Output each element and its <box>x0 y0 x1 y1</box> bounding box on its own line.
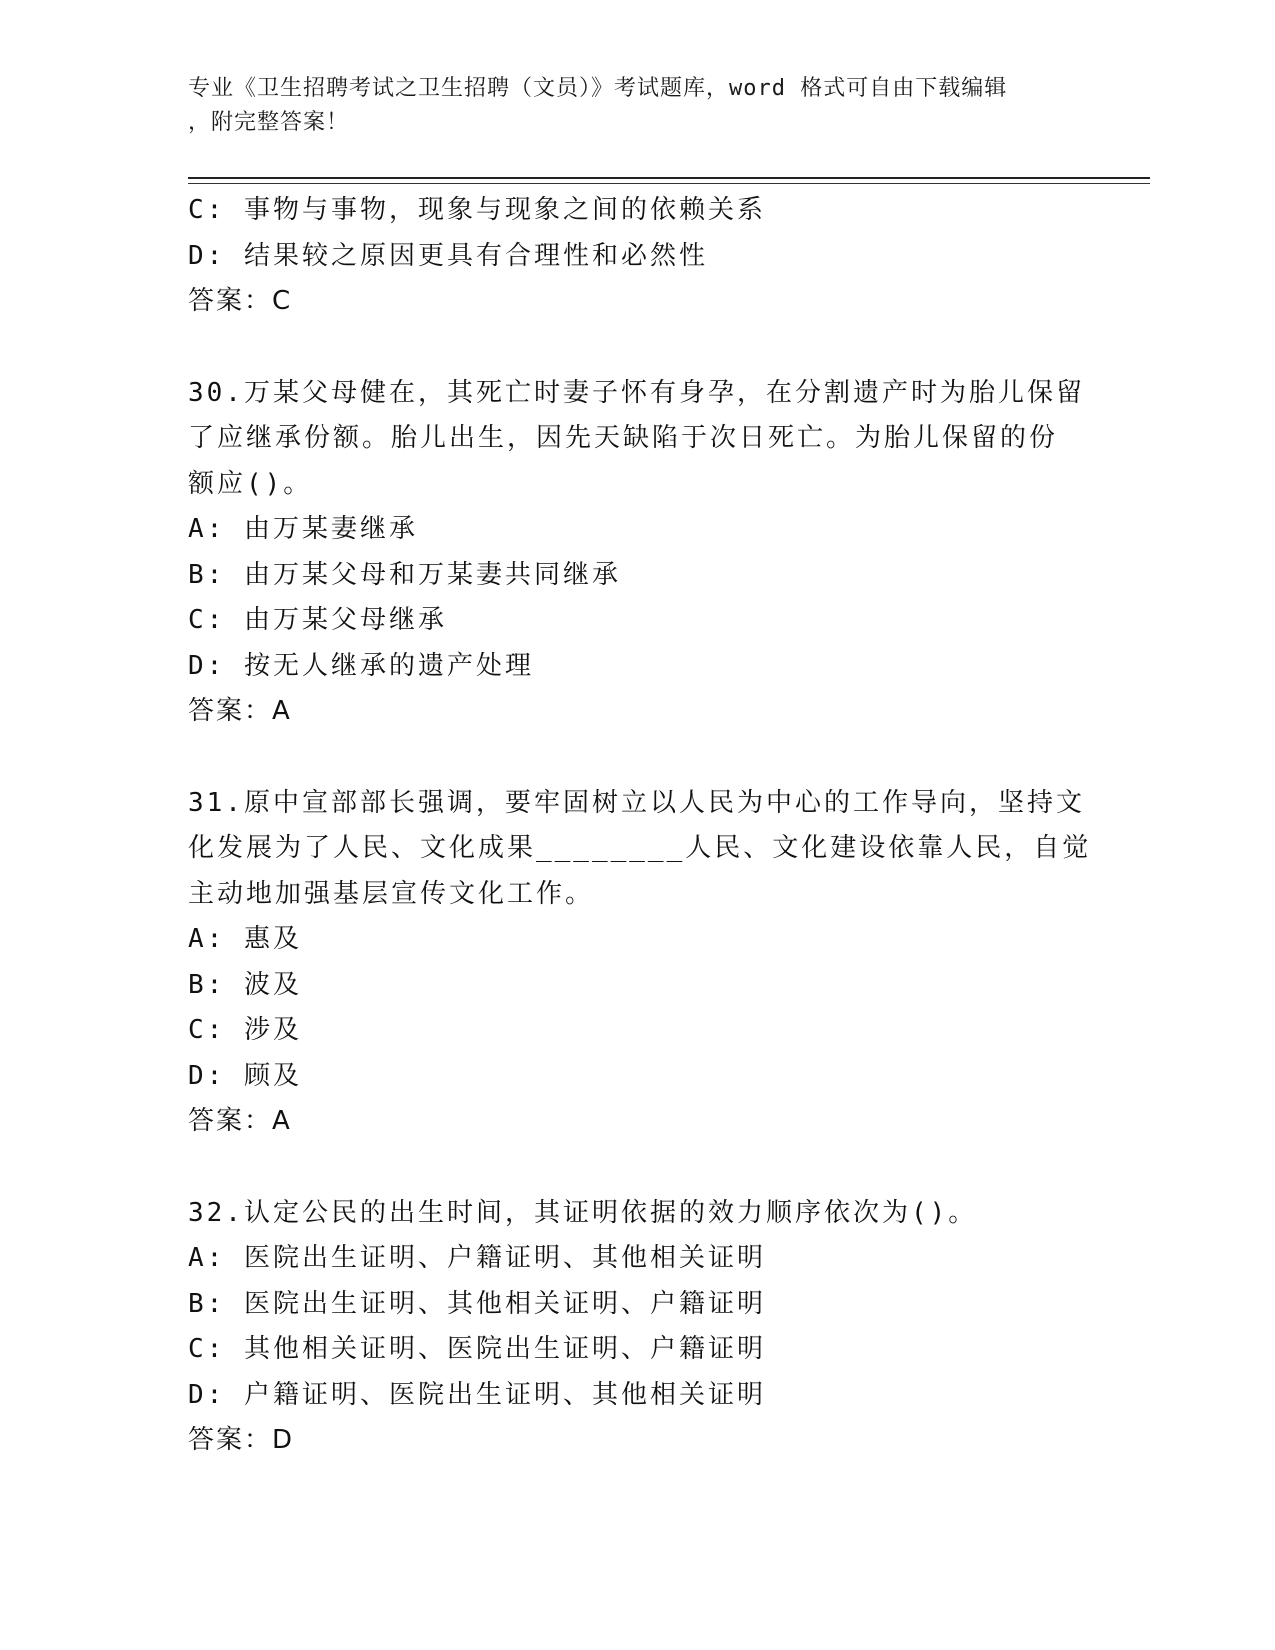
option-d: D: 顾及 <box>188 1060 302 1091</box>
question-list <box>188 188 1092 1464</box>
option-c: C: 事物与事物，现象与现象之间的依赖关系 <box>188 195 766 225</box>
option-b: B: 波及 <box>188 969 302 1000</box>
option-a: A: 医院出生证明、户籍证明、其他相关证明 <box>188 1243 766 1273</box>
spacer <box>188 735 1088 781</box>
spacer <box>188 1145 1088 1191</box>
header-line-1: 专业《卫生招聘考试之卫生招聘（文员）》考试题库，word 格式可自由下载编辑 <box>188 76 1008 101</box>
answer-line: 答案：A <box>188 1106 292 1136</box>
option-d: D: 户籍证明、医院出生证明、其他相关证明 <box>188 1379 766 1410</box>
document-header <box>188 72 1068 140</box>
question-text-line: 化发展为了人民、文化成果________人民、文化建设依靠人民，自觉 <box>188 833 1092 863</box>
question-text-line: 32.认定公民的出生时间，其证明依据的效力顺序依次为()。 <box>188 1197 978 1228</box>
option-d: D: 结果较之原因更具有合理性和必然性 <box>188 240 708 271</box>
option-b: B: 由万某父母和万某妻共同继承 <box>188 559 621 590</box>
option-c: C: 其他相关证明、医院出生证明、户籍证明 <box>188 1334 766 1364</box>
question-block-continued <box>188 188 1088 325</box>
option-a: A: 惠及 <box>188 924 302 954</box>
option-a: A: 由万某妻继承 <box>188 514 418 544</box>
question-text-line: 了应继承份额。胎儿出生，因先天缺陷于次日死亡。为胎儿保留的份 <box>188 423 1059 453</box>
option-d: D: 按无人继承的遗产处理 <box>188 650 534 681</box>
spacer <box>188 325 1088 371</box>
option-c: C: 涉及 <box>188 1015 302 1045</box>
option-c: C: 由万某父母继承 <box>188 605 447 635</box>
question-text-line: 31.原中宣部部长强调，要牢固树立以人民为中心的工作导向，坚持文 <box>188 787 1085 818</box>
question-text-line: 主动地加强基层宣传文化工作。 <box>188 878 595 909</box>
question-block-30 <box>188 371 1088 735</box>
question-block-32 <box>188 1191 1088 1464</box>
question-text-line: 30.万某父母健在，其死亡时妻子怀有身孕，在分割遗产时为胎儿保留 <box>188 377 1085 408</box>
answer-line: 答案：D <box>188 1425 295 1455</box>
question-text-line: 额应()。 <box>188 468 313 499</box>
question-block-31 <box>188 781 1092 1145</box>
answer-line: 答案：A <box>188 696 292 726</box>
answer-line: 答案：C <box>188 286 293 316</box>
option-b: B: 医院出生证明、其他相关证明、户籍证明 <box>188 1288 766 1319</box>
header-line-2: ，附完整答案！ <box>188 110 350 135</box>
header-divider-thick <box>188 177 1150 179</box>
header-divider-thin <box>188 183 1150 184</box>
